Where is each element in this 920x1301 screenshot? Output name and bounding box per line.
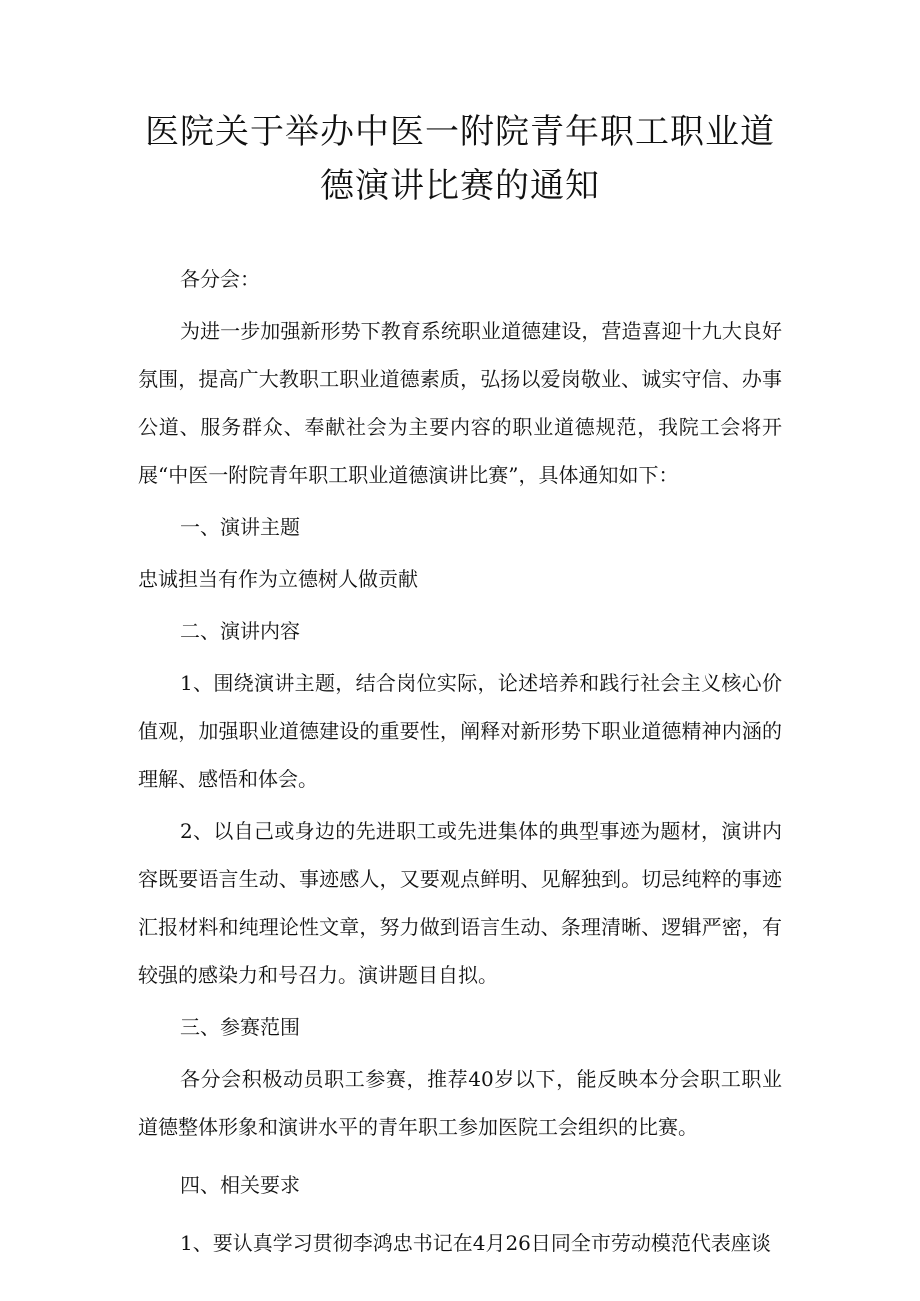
section-1-heading: 一、演讲主题 [180,515,300,539]
intro-paragraph: 为进一步加强新形势下教育系统职业道德建设，营造喜迎十九大良好氛围，提高广大教职工职业道德素质，弘扬以爱岗敬业、诚实守信、办事公道、服务群众、奉献社会为主要内容的职业道德规范，我院工会将开展“中医一附院青年职工职业道德演讲比赛”，具体通知如下： [138,319,782,487]
salutation: 各分会： [180,267,260,291]
section-2-item-1: 1、围绕演讲主题，结合岗位实际，论述培养和践行社会主义核心价值观，加强职业道德建设的重要性，阐释对新形势下职业道德精神内涵的理解、感悟和体会。 [138,671,782,791]
section-1-text: 忠诚担当有作为立德树人做贡献 [138,567,418,591]
section-4-item-1: 1、要认真学习贯彻李鸿忠书记在4月26日同全市劳动模范代表座谈 [180,1231,771,1255]
section-3-text: 各分会积极动员职工参赛，推荐40岁以下，能反映本分会职工职业道德整体形象和演讲水平的青年职工参加医院工会组织的比赛。 [138,1067,782,1139]
section-2-item-2: 2、以自己或身边的先进职工或先进集体的典型事迹为题材，演讲内容既要语言生动、事迹感人，又要观点鲜明、见解独到。切忌纯粹的事迹汇报材料和纯理论性文章，努力做到语言生动、条理清晰、逻辑严密，有较强的感染力和号召力。演讲题目自拟。 [138,819,782,987]
document-title [138,105,782,213]
section-2-heading: 二、演讲内容 [180,619,300,643]
title-line-2: 德演讲比赛的通知 [320,166,600,206]
title-line-1: 医院关于举办中医一附院青年职工职业道 [145,112,775,152]
section-4-heading: 四、相关要求 [180,1173,300,1197]
section-3-heading: 三、参赛范围 [180,1015,300,1039]
